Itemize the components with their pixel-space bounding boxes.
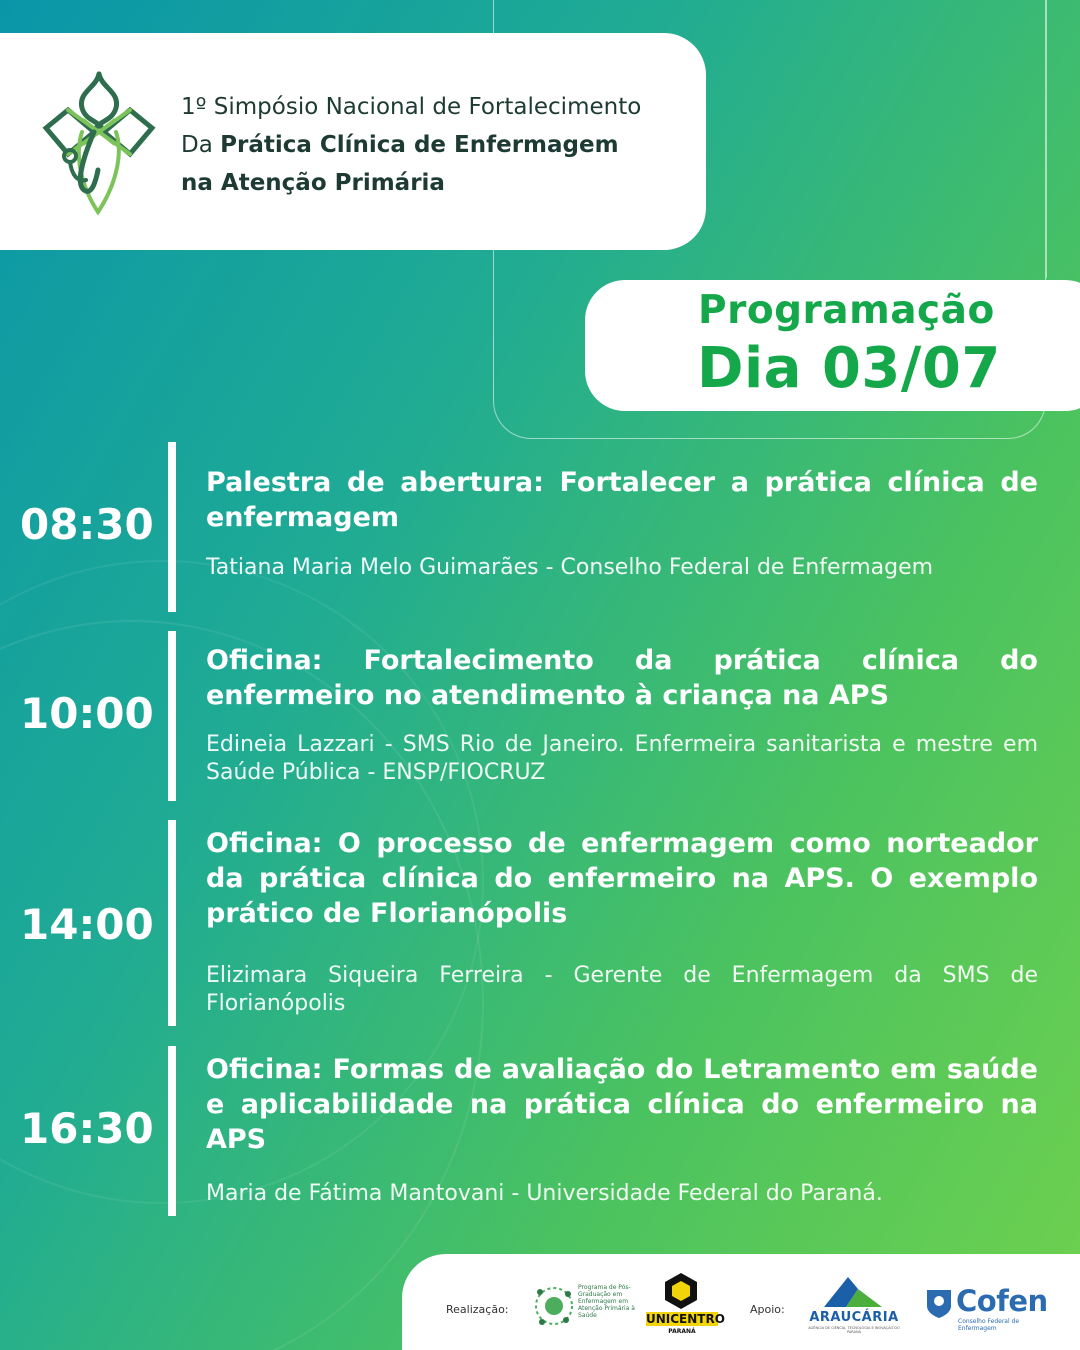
schedule-speaker: Tatiana Maria Melo Guimarães - Conselho Federal de Enfermagem (206, 555, 934, 580)
header-line-2-bold: Prática Clínica de Enfermagem (220, 132, 619, 158)
symposium-logo-icon (38, 70, 160, 216)
schedule-time: 16:30 (20, 1104, 154, 1153)
apoio-label: Apoio: (750, 1303, 785, 1316)
cofen-logo-text: Cofen (956, 1284, 1048, 1318)
schedule-divider (168, 631, 176, 801)
schedule-title: Palestra de abertura: Fortalecer a prática clínica de enfermagem (206, 467, 1038, 533)
araucaria-logo-icon (818, 1273, 888, 1309)
schedule-speaker: Maria de Fátima Mantovani - Universidade Federal do Paraná. (206, 1181, 883, 1206)
schedule-time: 14:00 (20, 900, 154, 949)
schedule-divider (168, 1046, 176, 1216)
schedule-title: Oficina: Fortalecimento da prática clínica do enfermeiro no atendimento à criança na APS (206, 645, 1038, 711)
araucaria-sub-text: AGÊNCIA DE CIÊNCIA, TECNOLOGIA E INOVAÇÃO DO PARANÁ (808, 1326, 900, 1334)
schedule-time: 10:00 (20, 689, 154, 738)
schedule-divider (168, 820, 176, 1026)
decorative-line (1046, 0, 1047, 278)
realizacao-label: Realização: (446, 1303, 509, 1316)
ppg-network-logo-icon (532, 1272, 576, 1344)
schedule-speaker: Elizimara Siqueira Ferreira - Gerente de Enfermagem da SMS de Florianópolis (206, 963, 1038, 1016)
unicentro-logo-text: UNICENTRO (646, 1312, 725, 1326)
unicentro-logo-icon (662, 1271, 700, 1311)
header-line-3 (181, 164, 701, 202)
schedule-time: 08:30 (20, 500, 154, 549)
header-line-1: 1º Simpósio Nacional de Fortalecimento (181, 94, 642, 120)
header-line-2 (181, 126, 701, 164)
araucaria-logo-text: ARAUCÁRIA (809, 1310, 899, 1325)
ppg-logo-text: Programa de Pós-Graduação em Enfermagem em Atenção Primária à Saúde (578, 1284, 635, 1319)
cofen-sub-text: Conselho Federal de Enfermagem (958, 1318, 1020, 1332)
programacao-date: Dia 03/07 (697, 336, 1001, 401)
cofen-crest-icon (924, 1286, 954, 1320)
programacao-title: Programação (698, 288, 995, 333)
schedule-divider (168, 442, 176, 612)
header-line-2-prefix: Da (181, 132, 221, 158)
schedule-title: Oficina: Formas de avaliação do Letramento em saúde e aplicabilidade na prática clínica do enfermeiro na APS (206, 1054, 1038, 1155)
header-line-3-bold: na Atenção Primária (181, 170, 445, 196)
schedule-title: Oficina: O processo de enfermagem como norteador da prática clínica do enfermeiro na APS. O exemplo prático de Florianópolis (206, 828, 1038, 929)
schedule-speaker: Edineia Lazzari - SMS Rio de Janeiro. Enfermeira sanitarista e mestre em Saúde Pública - ENSP/FIOCRUZ (206, 732, 1038, 785)
symposium-title (181, 88, 701, 202)
unicentro-sub-text: PARANÁ (668, 1328, 696, 1335)
